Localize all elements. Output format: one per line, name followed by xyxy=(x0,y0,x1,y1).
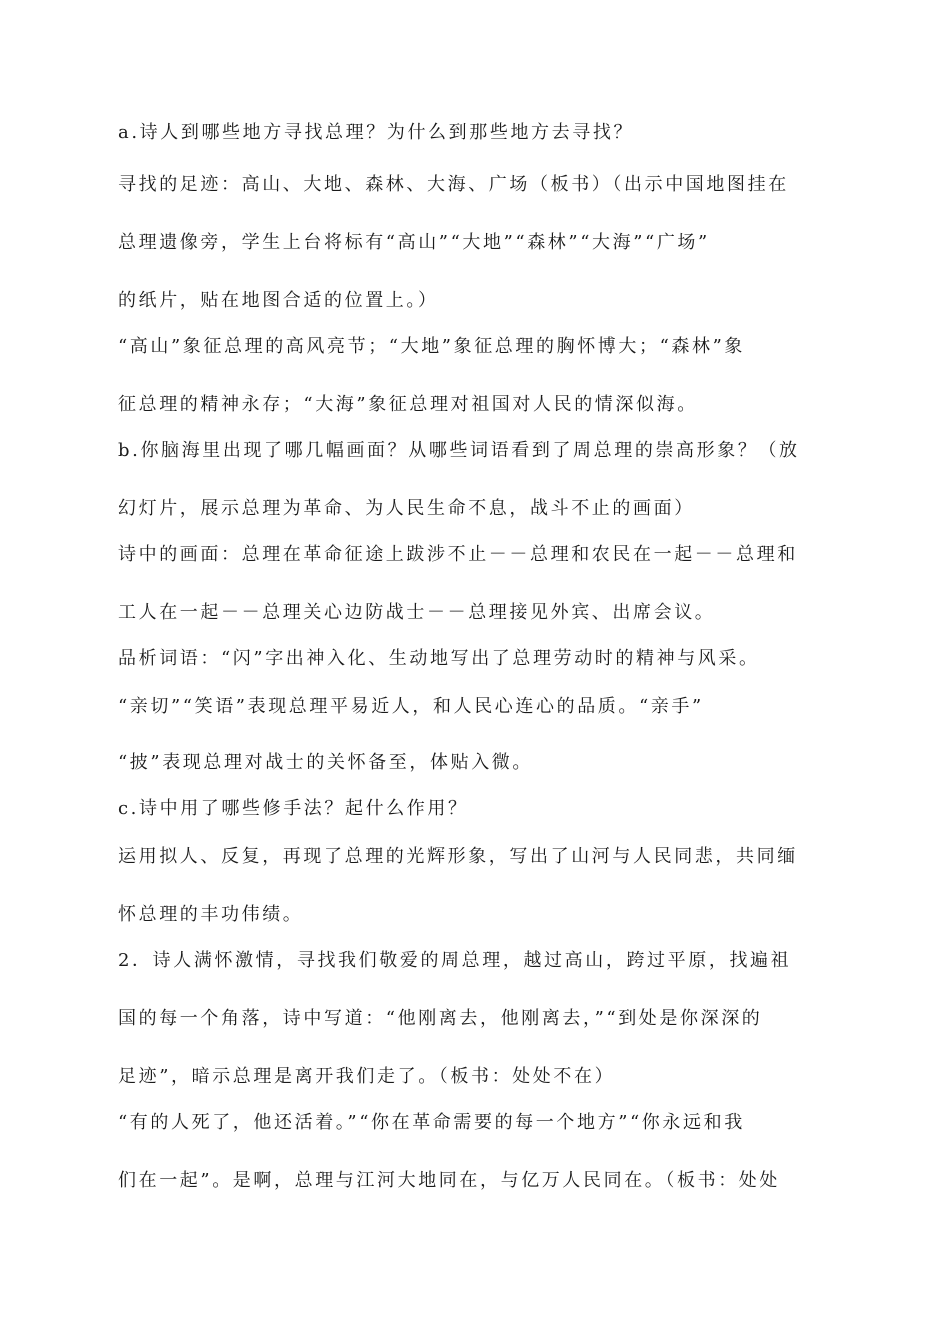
text-line: “披”表现总理对战士的关怀备至，体贴入微。 xyxy=(118,752,534,773)
text-line: 征总理的精神永存；“大海”象征总理对祖国对人民的情深似海。 xyxy=(118,394,698,415)
text-line: 总理遗像旁，学生上台将标有“高山”“大地”“森林”“大海”“广场” xyxy=(118,232,710,253)
text-line: a.诗人到哪些地方寻找总理？为什么到那些地方去寻找？ xyxy=(118,122,635,143)
text-line: 运用拟人、反复，再现了总理的光辉形象，写出了山河与人民同悲，共同缅 xyxy=(118,846,798,867)
text-line: 们在一起”。是啊，总理与江河大地同在，与亿万人民同在。（板书：处处 xyxy=(118,1170,780,1191)
text-line: 诗中的画面：总理在革命征途上跋涉不止－－总理和农民在一起－－总理和 xyxy=(118,544,798,565)
text-line: 工人在一起－－总理关心边防战士－－总理接见外宾、出席会议。 xyxy=(118,602,716,623)
text-line: 怀总理的丰功伟绩。 xyxy=(118,904,304,925)
text-line: b.你脑海里出现了哪几幅画面？从哪些词语看到了周总理的崇高形象？（放 xyxy=(118,440,800,461)
text-line: “高山”象征总理的高风亮节；“大地”象征总理的胸怀博大；“森林”象 xyxy=(118,336,746,357)
text-line: 寻找的足迹：高山、大地、森林、大海、广场（板书）（出示中国地图挂在 xyxy=(118,174,789,195)
text-line: 的纸片，贴在地图合适的位置上。） xyxy=(118,290,439,311)
text-line: c.诗中用了哪些修手法？起什么作用？ xyxy=(118,798,469,819)
text-line: 足迹”，暗示总理是离开我们走了。（板书：处处不在） xyxy=(118,1066,616,1087)
text-line: 幻灯片，展示总理为革命、为人民生命不息，战斗不止的画面） xyxy=(118,498,695,519)
text-line: “有的人死了，他还活着。”“你在革命需要的每一个地方”“你永远和我 xyxy=(118,1112,745,1133)
text-line: 国的每一个角落，诗中写道：“他刚离去，他刚离去，”“到处是你深深的 xyxy=(118,1008,763,1029)
text-line: 品析词语：“闪”字出神入化、生动地写出了总理劳动时的精神与风采。 xyxy=(118,648,760,669)
text-line: “亲切”“笑语”表现总理平易近人，和人民心连心的品质。“亲手” xyxy=(118,696,704,717)
text-line: 2．诗人满怀激情，寻找我们敬爱的周总理，越过高山，跨过平原，找遍祖 xyxy=(118,950,792,971)
